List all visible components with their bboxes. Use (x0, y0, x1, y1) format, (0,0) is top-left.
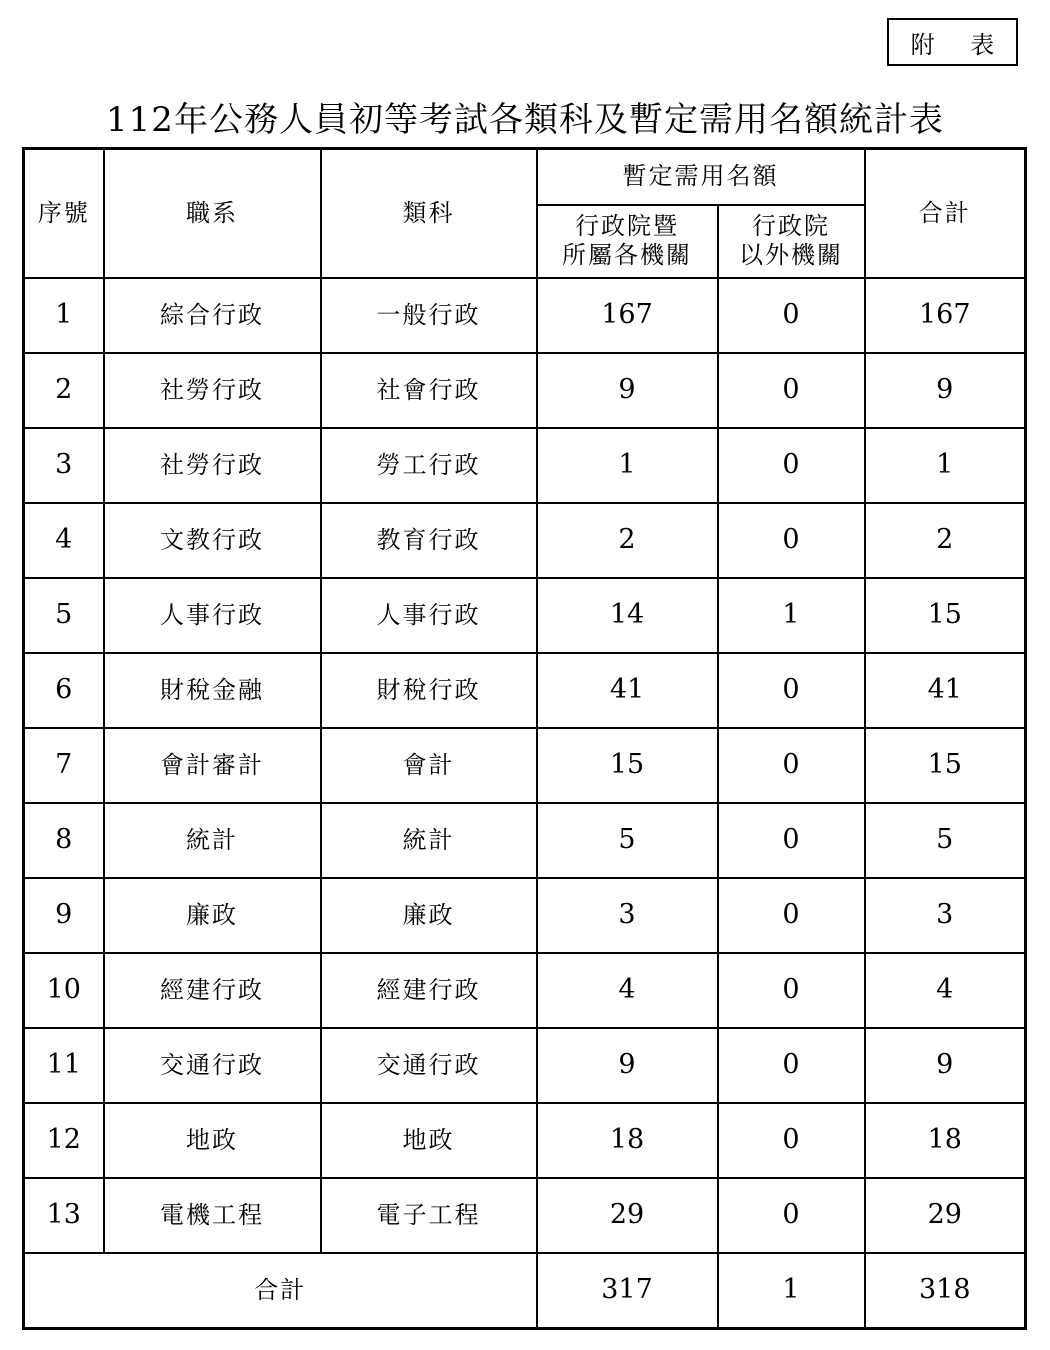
table-row (24, 803, 1026, 878)
cell-total: 9 (865, 1028, 1026, 1103)
total-row-label: 合計 (24, 1253, 537, 1329)
cell-category: 財稅行政 (321, 653, 537, 728)
cell-total: 2 (865, 503, 1026, 578)
cell-series: 統計 (104, 803, 321, 878)
cell-category: 地政 (321, 1103, 537, 1178)
cell-category: 經建行政 (321, 953, 537, 1028)
table-row (24, 878, 1026, 953)
cell-exec: 41 (537, 653, 718, 728)
cell-exec: 9 (537, 353, 718, 428)
cell-seq: 1 (24, 278, 104, 353)
cell-seq: 8 (24, 803, 104, 878)
cell-exec: 167 (537, 278, 718, 353)
header-total: 合計 (865, 149, 1026, 278)
cell-total: 41 (865, 653, 1026, 728)
table-row (24, 1028, 1026, 1103)
cell-series: 人事行政 (104, 578, 321, 653)
header-category: 類科 (321, 149, 537, 278)
cell-total: 3 (865, 878, 1026, 953)
cell-series: 財稅金融 (104, 653, 321, 728)
cell-series: 社勞行政 (104, 353, 321, 428)
total-row (24, 1253, 1026, 1329)
table-row (24, 503, 1026, 578)
cell-category: 廉政 (321, 878, 537, 953)
cell-total: 9 (865, 353, 1026, 428)
cell-exec: 1 (537, 428, 718, 503)
cell-seq: 9 (24, 878, 104, 953)
cell-category: 會計 (321, 728, 537, 803)
cell-exec: 18 (537, 1103, 718, 1178)
cell-seq: 11 (24, 1028, 104, 1103)
cell-seq: 3 (24, 428, 104, 503)
cell-category: 勞工行政 (321, 428, 537, 503)
cell-category: 交通行政 (321, 1028, 537, 1103)
table-row (24, 653, 1026, 728)
table-row (24, 1103, 1026, 1178)
cell-other: 0 (718, 353, 865, 428)
cell-exec: 2 (537, 503, 718, 578)
cell-seq: 6 (24, 653, 104, 728)
cell-total: 18 (865, 1103, 1026, 1178)
cell-series: 綜合行政 (104, 278, 321, 353)
cell-other: 1 (718, 578, 865, 653)
cell-total: 5 (865, 803, 1026, 878)
cell-other: 0 (718, 878, 865, 953)
cell-category: 人事行政 (321, 578, 537, 653)
cell-seq: 12 (24, 1103, 104, 1178)
cell-total: 15 (865, 728, 1026, 803)
cell-category: 社會行政 (321, 353, 537, 428)
cell-total: 1 (865, 428, 1026, 503)
table-body (24, 278, 1026, 1253)
header-non-exec-line1: 行政院 (752, 212, 830, 241)
cell-category: 教育行政 (321, 503, 537, 578)
cell-exec: 29 (537, 1178, 718, 1253)
cell-exec: 9 (537, 1028, 718, 1103)
cell-other: 0 (718, 1178, 865, 1253)
table-row (24, 728, 1026, 803)
cell-series: 會計審計 (104, 728, 321, 803)
table-row (24, 953, 1026, 1028)
cell-other: 0 (718, 1103, 865, 1178)
cell-seq: 13 (24, 1178, 104, 1253)
cell-total: 29 (865, 1178, 1026, 1253)
cell-other: 0 (718, 728, 865, 803)
cell-series: 經建行政 (104, 953, 321, 1028)
cell-other: 0 (718, 278, 865, 353)
cell-series: 社勞行政 (104, 428, 321, 503)
cell-series: 廉政 (104, 878, 321, 953)
cell-category: 電子工程 (321, 1178, 537, 1253)
cell-seq: 5 (24, 578, 104, 653)
header-non-exec (718, 205, 865, 278)
header-non-exec-line2: 以外機關 (739, 241, 843, 269)
cell-other: 0 (718, 503, 865, 578)
cell-exec: 5 (537, 803, 718, 878)
header-exec-yuan-line2: 所屬各機關 (562, 241, 692, 269)
table-row (24, 353, 1026, 428)
cell-other: 0 (718, 653, 865, 728)
cell-other: 0 (718, 953, 865, 1028)
cell-other: 0 (718, 1028, 865, 1103)
cell-total: 167 (865, 278, 1026, 353)
cell-total: 15 (865, 578, 1026, 653)
page-title: 112年公務人員初等考試各類科及暫定需用名額統計表 (106, 100, 944, 140)
appendix-label: 附 表 (887, 18, 1018, 66)
table-row (24, 1178, 1026, 1253)
total-row-total: 318 (865, 1253, 1026, 1329)
cell-total: 4 (865, 953, 1026, 1028)
cell-seq: 4 (24, 503, 104, 578)
header-series: 職系 (104, 149, 321, 278)
table-row (24, 428, 1026, 503)
header-exec-yuan-line1: 行政院暨 (575, 212, 679, 241)
header-seq: 序號 (24, 149, 104, 278)
cell-seq: 7 (24, 728, 104, 803)
cell-other: 0 (718, 803, 865, 878)
cell-seq: 2 (24, 353, 104, 428)
total-row-exec: 317 (537, 1253, 718, 1329)
cell-series: 電機工程 (104, 1178, 321, 1253)
table-row (24, 278, 1026, 353)
table-row (24, 578, 1026, 653)
quota-table (22, 147, 1027, 1330)
cell-exec: 4 (537, 953, 718, 1028)
total-row-other: 1 (718, 1253, 865, 1329)
cell-series: 地政 (104, 1103, 321, 1178)
cell-category: 一般行政 (321, 278, 537, 353)
cell-exec: 15 (537, 728, 718, 803)
header-quota-group: 暫定需用名額 (537, 149, 865, 205)
cell-category: 統計 (321, 803, 537, 878)
cell-series: 文教行政 (104, 503, 321, 578)
cell-series: 交通行政 (104, 1028, 321, 1103)
cell-seq: 10 (24, 953, 104, 1028)
cell-exec: 14 (537, 578, 718, 653)
cell-exec: 3 (537, 878, 718, 953)
header-exec-yuan (537, 205, 718, 278)
cell-other: 0 (718, 428, 865, 503)
